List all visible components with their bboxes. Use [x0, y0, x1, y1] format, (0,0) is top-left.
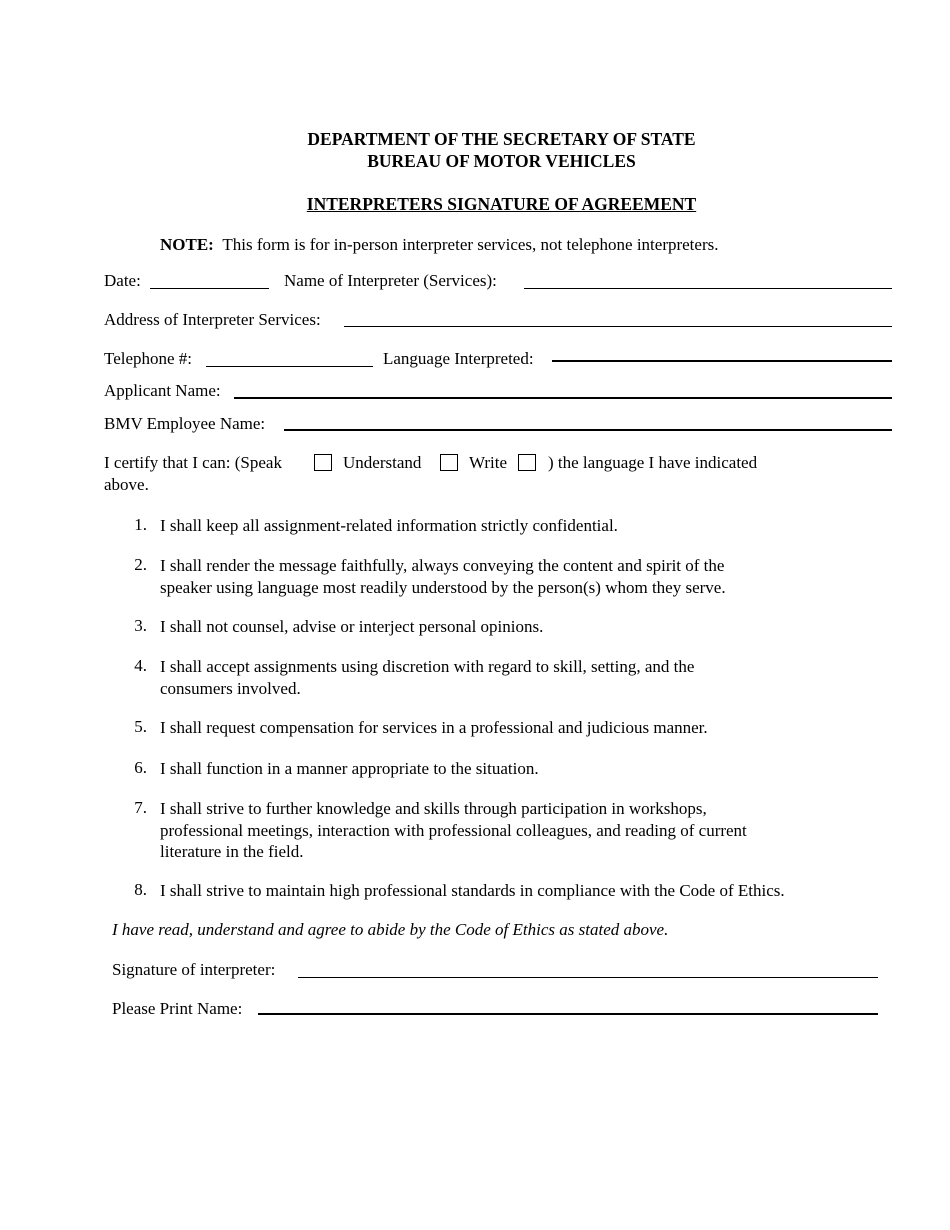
item-number: 5.: [134, 717, 147, 736]
item-line: I shall not counsel, advise or interject personal opinions.: [160, 617, 544, 636]
item-number: 3.: [134, 616, 147, 635]
certify-prefix: I certify that I can: (Speak: [104, 453, 282, 472]
language-label: Language Interpreted:: [383, 349, 534, 368]
item-line: I shall strive to further knowledge and skills through participation in workshops,: [160, 799, 707, 818]
list-item: [160, 555, 726, 598]
list-item: [160, 880, 785, 902]
signature-field[interactable]: [298, 977, 878, 978]
item-number: 7.: [134, 798, 147, 817]
write-label: Write: [469, 453, 508, 472]
note-text: This form is for in-person interpreter services, not telephone interpreters.: [222, 235, 719, 254]
address-field[interactable]: [344, 326, 892, 327]
item-line: speaker using language most readily understood by the person(s) whom they serve.: [160, 577, 726, 597]
list-item: [160, 616, 543, 638]
list-item: [160, 798, 747, 863]
item-number: 8.: [134, 880, 147, 899]
note-line: [160, 235, 718, 255]
item-line: I shall function in a manner appropriate to the situation.: [160, 759, 539, 778]
item-line: literature in the field.: [160, 842, 304, 861]
item-line: I shall request compensation for services in a professional and judicious manner.: [160, 718, 708, 737]
list-item: [160, 758, 539, 780]
list-item: [160, 656, 694, 699]
telephone-label: Telephone #:: [104, 349, 193, 368]
item-number: 4.: [134, 656, 147, 675]
item-number: 2.: [134, 555, 147, 574]
interpreter-name-label: Name of Interpreter (Services):: [284, 271, 497, 290]
item-line: consumers involved.: [160, 678, 301, 698]
item-line: I shall strive to maintain high professional standards in compliance with the Code of Ethics.: [160, 881, 785, 900]
employee-field[interactable]: [284, 429, 892, 431]
language-field[interactable]: [552, 360, 892, 362]
write-checkbox[interactable]: [518, 454, 536, 471]
bureau-heading: BUREAU OF MOTOR VEHICLES: [367, 151, 636, 171]
certify-line2: above.: [104, 475, 149, 494]
address-label: Address of Interpreter Services:: [104, 310, 321, 329]
understand-label: Understand: [343, 453, 422, 472]
signature-label: Signature of interpreter:: [112, 960, 276, 979]
employee-label: BMV Employee Name:: [104, 414, 266, 433]
agreement-statement: I have read, understand and agree to abide by the Code of Ethics as stated above.: [112, 920, 669, 939]
form-title: [0, 194, 950, 215]
speak-checkbox[interactable]: [314, 454, 332, 471]
understand-checkbox[interactable]: [440, 454, 458, 471]
print-name-field[interactable]: [258, 1013, 878, 1015]
date-label: Date:: [104, 271, 141, 290]
applicant-field[interactable]: [234, 397, 892, 399]
department-heading: DEPARTMENT OF THE SECRETARY OF STATE: [307, 129, 696, 149]
item-line: I shall accept assignments using discretion with regard to skill, setting, and the: [160, 657, 695, 676]
date-field[interactable]: [150, 288, 269, 289]
applicant-label: Applicant Name:: [104, 381, 221, 400]
telephone-field[interactable]: [206, 366, 373, 367]
item-line: professional meetings, interaction with professional colleagues, and reading of current: [160, 820, 747, 840]
list-item: [160, 717, 708, 739]
certify-suffix: ) the language I have indicated: [548, 453, 758, 472]
note-label: NOTE:: [160, 235, 214, 254]
list-item: [160, 515, 618, 537]
item-number: 6.: [134, 758, 147, 777]
item-number: 1.: [134, 515, 147, 534]
interpreter-name-field[interactable]: [524, 288, 892, 289]
item-line: I shall keep all assignment-related information strictly confidential.: [160, 516, 618, 535]
item-line: I shall render the message faithfully, always conveying the content and spirit of the: [160, 556, 725, 575]
form-title-text: INTERPRETERS SIGNATURE OF AGREEMENT: [306, 194, 697, 214]
print-name-label: Please Print Name:: [112, 999, 243, 1018]
